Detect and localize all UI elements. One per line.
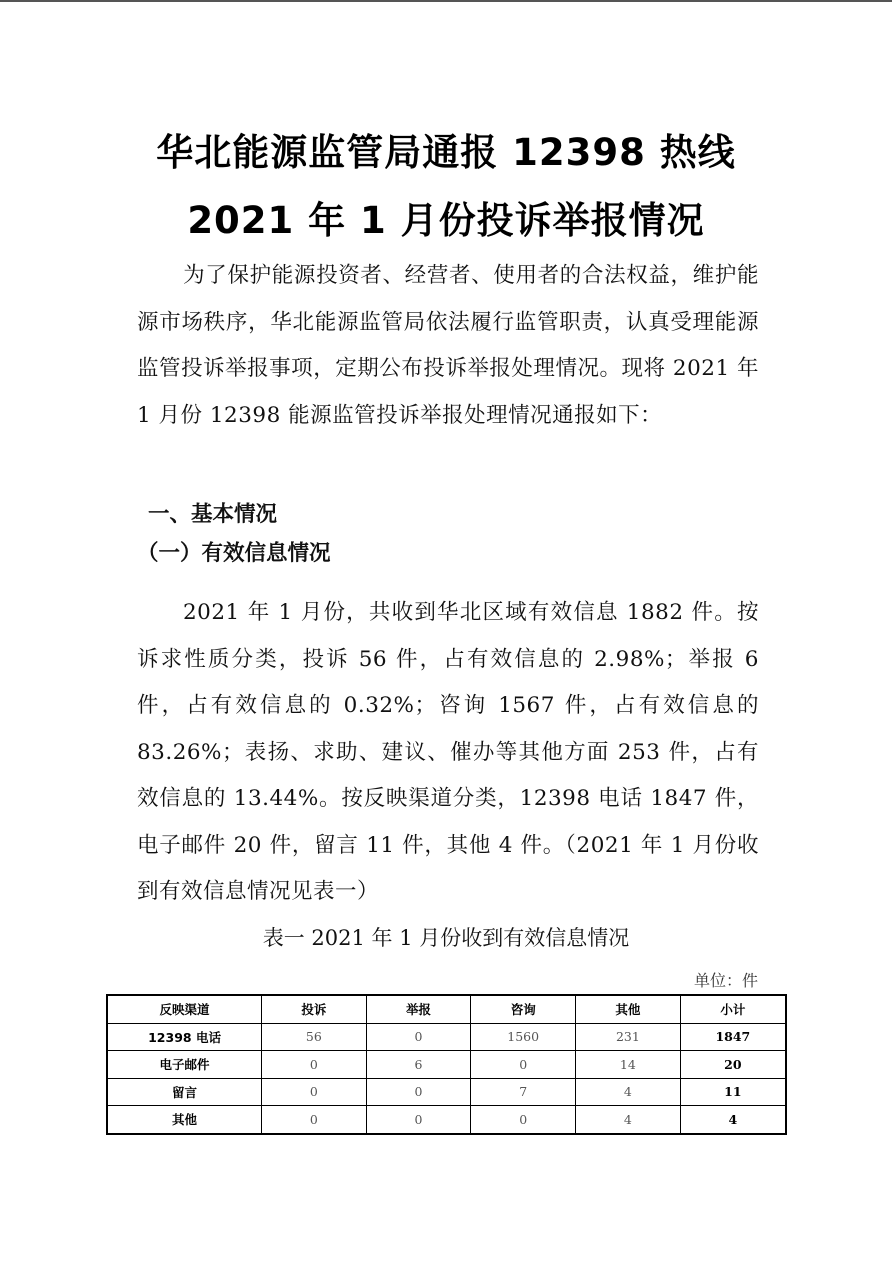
table-row <box>107 1106 786 1134</box>
cell-other: 4 <box>576 1078 681 1106</box>
valid-info-paragraph <box>137 590 759 916</box>
cell-subtotal: 11 <box>680 1078 786 1106</box>
cell-report: 0 <box>366 1106 471 1134</box>
cell-report: 6 <box>366 1051 471 1079</box>
header-complaint: 投诉 <box>262 995 367 1023</box>
header-report: 举报 <box>366 995 471 1023</box>
cell-inquiry: 0 <box>471 1051 576 1079</box>
document-title-line-1: 华北能源监管局通报 12398 热线 <box>156 131 736 174</box>
table-row <box>107 1023 786 1051</box>
cell-inquiry: 7 <box>471 1078 576 1106</box>
header-channel: 反映渠道 <box>107 995 262 1023</box>
cell-other: 4 <box>576 1106 681 1134</box>
cell-complaint: 56 <box>262 1023 367 1051</box>
cell-complaint: 0 <box>262 1106 367 1134</box>
cell-channel: 12398 电话 <box>107 1023 262 1051</box>
header-inquiry: 咨询 <box>471 995 576 1023</box>
cell-other: 14 <box>576 1051 681 1079</box>
document-title-line-2: 2021 年 1 月份投诉举报情况 <box>187 199 705 242</box>
cell-channel: 电子邮件 <box>107 1051 262 1079</box>
cell-subtotal: 1847 <box>680 1023 786 1051</box>
cell-channel: 留言 <box>107 1078 262 1106</box>
table-caption: 表一 2021 年 1 月份收到有效信息情况 <box>262 926 630 950</box>
table-header-row <box>107 995 786 1023</box>
cell-subtotal: 4 <box>680 1106 786 1134</box>
table-row <box>107 1078 786 1106</box>
intro-text: 为了保护能源投资者、经营者、使用者的合法权益，维护能源市场秩序，华北能源监管局依法履行监管职责，认真受理能源监管投诉举报事项，定期公布投诉举报处理情况。现将 2021 年 1 月份 12398 能源监管投诉举报处理情况通报如下： <box>137 263 759 428</box>
intro-paragraph <box>137 253 759 439</box>
cell-inquiry: 1560 <box>471 1023 576 1051</box>
cell-complaint: 0 <box>262 1051 367 1079</box>
cell-report: 0 <box>366 1078 471 1106</box>
cell-subtotal: 20 <box>680 1051 786 1079</box>
table-unit-label: 单位：件 <box>693 971 758 990</box>
table-row <box>107 1051 786 1079</box>
header-subtotal: 小计 <box>680 995 786 1023</box>
header-other: 其他 <box>576 995 681 1023</box>
cell-complaint: 0 <box>262 1078 367 1106</box>
section-heading-basic-situation: 一、基本情况 <box>148 502 278 527</box>
cell-channel: 其他 <box>107 1106 262 1134</box>
valid-info-text: 2021 年 1 月份，共收到华北区域有效信息 1882 件。按诉求性质分类，投诉 56 件，占有效信息的 2.98%；举报 6 件，占有效信息的 0.32%；咨询 1567 件，占有效信息的 83.26%；表扬、求助、建议、催办等其他方面 253 件，占有效信息的 13.44%。按反映渠道分类，12398 电话 1847 件，电子邮件 20 件，留言 11 件，其他 4 件。（2021 年 1 月份收到有效信息情况见表一） <box>137 600 759 904</box>
cell-report: 0 <box>366 1023 471 1051</box>
cell-other: 231 <box>576 1023 681 1051</box>
cell-inquiry: 0 <box>471 1106 576 1134</box>
valid-info-table <box>106 994 787 1135</box>
page-top-border <box>0 0 892 2</box>
subsection-heading-valid-info: （一）有效信息情况 <box>137 541 331 566</box>
